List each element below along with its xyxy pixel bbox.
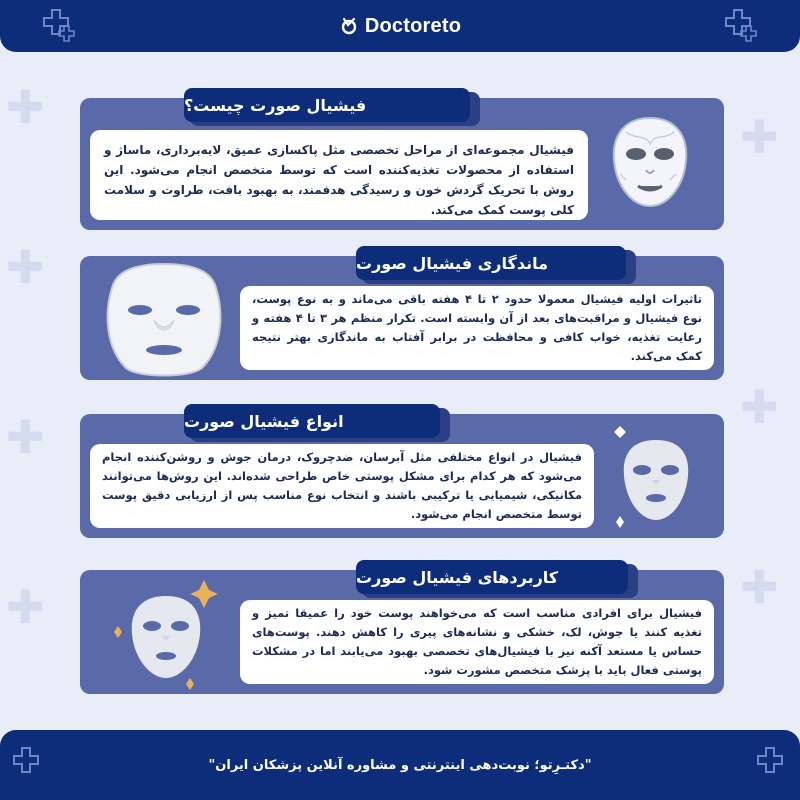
footer-tagline: "دکتـرِتو؛ نوبت‌دهی اینترنتی و مشاوره آنلاین پزشکان ایران" [208, 757, 592, 773]
face-mask-illustration [110, 578, 230, 690]
section-title: فیشیال صورت چیست؟ [184, 88, 470, 122]
sparkle-icon [190, 580, 218, 608]
brand-logo[interactable] [339, 15, 461, 38]
background-cross: ✚ [6, 410, 45, 464]
brand-name: Doctoreto [364, 14, 462, 37]
medical-cross-icon [754, 746, 790, 782]
medical-cross-icon [722, 8, 758, 44]
background-cross: ✚ [6, 240, 45, 294]
header-bar [0, 0, 800, 52]
section-body: فیشیال در انواع مختلفی مثل آبرسان، ضدچروک، درمان جوش و روشن‌کننده انجام می‌شود که هر کدام برای مشکل پوستی خاص طراحی شده‌اند. این روش‌ها می‌توانند مکانیکی، شیمیایی یا ترکیبی باشند و انتخاب نوع مناسب پس از ارزیابی دقیق پوست توسط متخصص انجام می‌شود. [90, 444, 594, 528]
background-cross: ✚ [740, 110, 779, 164]
flat-sheet-mask-illustration [96, 258, 232, 380]
section-body: فیشیال برای افرادی مناسب است که می‌خواهند پوست خود را عمیقا تمیز و تغذیه کنند یا جوش، لک، خشکی و نشانه‌های پیری را کاهش دهند. پوست‌های حساس یا مستعد آکنه نیز با فیشیال‌های تخصصی بهبود می‌یابند اما در مشکلات پوستی فعال باید با پزشک متخصص مشورت شود. [240, 600, 714, 684]
footer-bar [0, 730, 800, 800]
sparkle-icon [614, 426, 626, 438]
section-body: فیشیال مجموعه‌ای از مراحل تخصصی مثل پاکسازی عمیق، لایه‌برداری، ماساژ و استفاده از محصولات تغذیه‌کننده است که توسط متخصص انجام می‌شود. این روش با تحریک گردش خون و رسیدگی هدفمند، به بهبود بافت، طراوت و سلامت کلی پوست کمک می‌کند. [90, 130, 588, 220]
section-title: ماندگاری فیشیال صورت [356, 246, 626, 280]
background-cross: ✚ [740, 560, 779, 614]
background-cross: ✚ [6, 80, 45, 134]
sheet-mask-illustration [606, 114, 694, 210]
medical-cross-icon [40, 8, 76, 44]
background-cross: ✚ [6, 580, 45, 634]
logo-mark-icon [339, 16, 359, 36]
section-title: کاربردهای فیشیال صورت [356, 560, 628, 594]
section-title: انواع فیشیال صورت [184, 404, 440, 438]
medical-cross-icon [10, 746, 46, 782]
background-cross: ✚ [740, 380, 779, 434]
section-body: تاثیرات اولیه فیشیال معمولا حدود ۲ تا ۴ هفته باقی می‌ماند و به نوع پوست، نوع فیشیال و مراقبت‌های بعد از آن وابسته است. تکرار منظم هر ۳ تا ۴ هفته و رعایت تغذیه، خواب کافی و محافظت در برابر آفتاب به ماندگاری بهتر نتیجه کمک می‌کند. [240, 286, 714, 370]
face-mask-illustration [606, 420, 706, 532]
